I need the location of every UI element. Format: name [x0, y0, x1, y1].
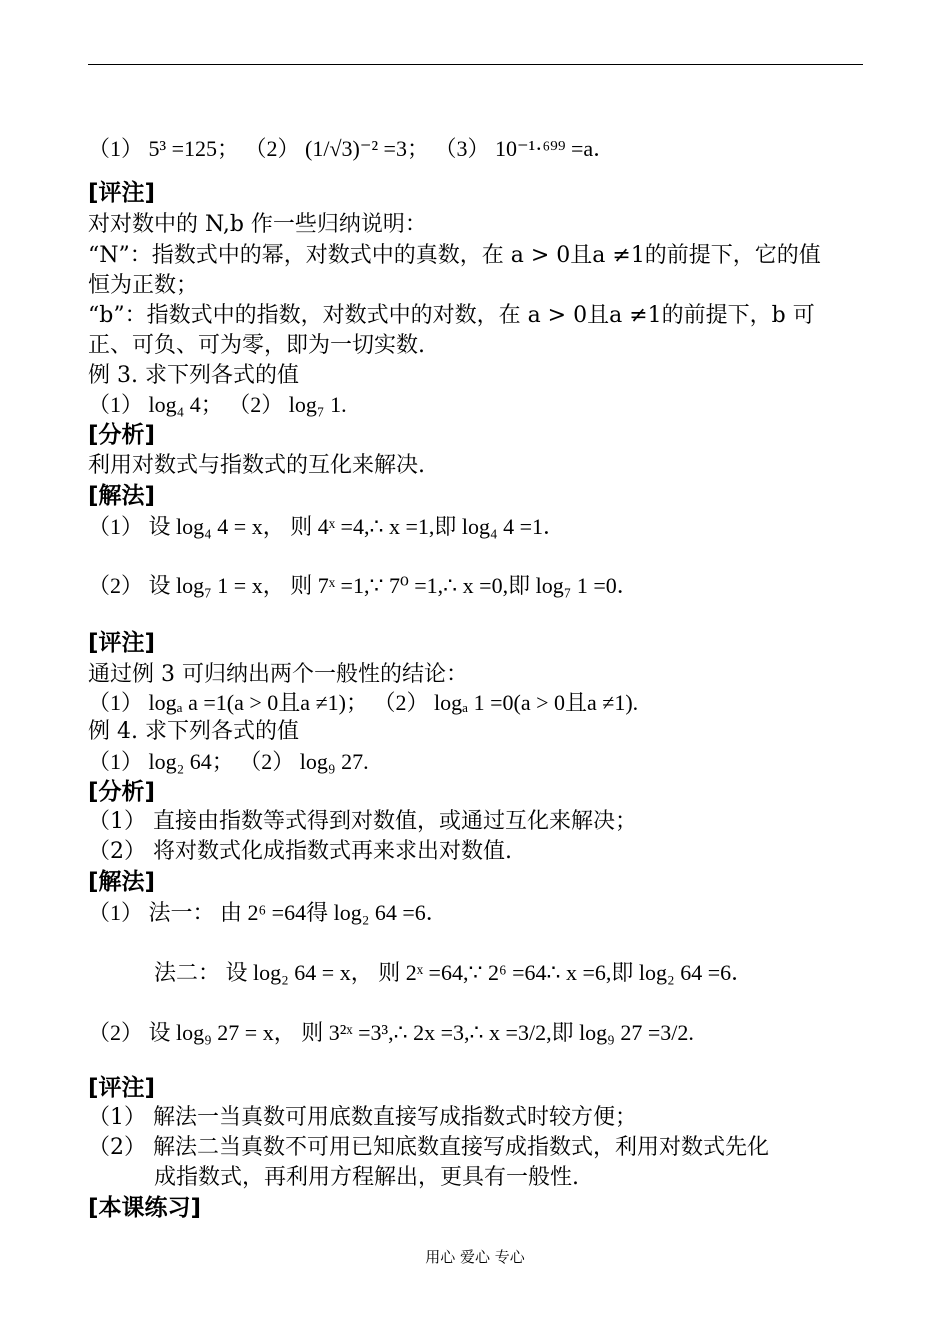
text-line: “b”：指数式中的指数，对数式中的对数，在 a > 0且a ≠1的前提下，b 可 — [88, 303, 815, 328]
section-heading: [分析] — [88, 779, 156, 805]
section-heading: [解法] — [88, 483, 156, 509]
section-heading: [分析] — [88, 422, 156, 448]
math-line: （1） 设 log₄ 4 = x， 则 4ˣ =4,∴ x =1,即 log₄ 4 =1． — [88, 514, 566, 539]
section-heading: [评注] — [88, 180, 156, 206]
text-line: 对对数中的 N,b 作一些归纳说明： — [88, 212, 427, 237]
text-line: 例 3. 求下列各式的值 — [88, 363, 299, 388]
math-line: 法二： 设 log₂ 64 = x， 则 2ˣ =64,∵ 2⁶ =64∴ x =6,即 log₂ 64 =6． — [154, 960, 754, 985]
text-line: （2） 将对数式化成指数式再来求出对数值. — [88, 839, 512, 864]
math-line: （1） log₂ 64； （2） log₉ 27. — [88, 749, 369, 774]
text-line: 通过例 3 可归纳出两个一般性的结论： — [88, 662, 468, 687]
text-line: 正、可负、可为零，即为一切实数. — [88, 333, 425, 358]
math-line: （1） 5³ =125； （2） (1/√3)⁻² =3； （3） 10⁻¹·⁶⁹⁹ =a． — [88, 136, 616, 161]
text-line: （1） 解法一当真数可用底数直接写成指数式时较方便； — [88, 1105, 637, 1130]
text-line: （1） 直接由指数等式得到对数值，或通过互化来解决； — [88, 809, 637, 834]
section-heading: [评注] — [88, 630, 156, 656]
math-line: （2） 设 log₉ 27 = x， 则 3²ˣ =3³,∴ 2x =3,∴ x =3/2,即 log₉ 27 =3/2. — [88, 1020, 694, 1045]
math-line: （2） 设 log₇ 1 = x， 则 7ˣ =1,∵ 7⁰ =1,∴ x =0,即 log₇ 1 =0． — [88, 573, 639, 598]
math-line: （1） 法一： 由 2⁶ =64得 log₂ 64 =6． — [88, 900, 448, 925]
section-heading: [解法] — [88, 869, 156, 895]
text-line: （2） 解法二当真数不可用已知底数直接写成指数式，利用对数式先化 — [88, 1135, 769, 1160]
header-rule — [88, 64, 863, 65]
section-heading: [本课练习] — [88, 1195, 202, 1221]
page-footer: 用心 爱心 专心 — [425, 1248, 525, 1266]
text-line: 恒为正数； — [88, 273, 199, 298]
text-line: 利用对数式与指数式的互化来解决. — [88, 453, 425, 478]
math-line: （1） log₄ 4； （2） log₇ 1. — [88, 392, 347, 417]
text-line: 成指数式，再利用方程解出，更具有一般性. — [154, 1165, 579, 1190]
math-line: （1） logₐ a =1(a > 0且a ≠1)； （2） logₐ 1 =0(a > 0且a ≠1). — [88, 690, 639, 715]
section-heading: [评注] — [88, 1075, 156, 1101]
text-line: 例 4. 求下列各式的值 — [88, 719, 299, 744]
text-line: “N”：指数式中的幂，对数式中的真数，在 a > 0且a ≠1的前提下，它的值 — [88, 243, 821, 268]
